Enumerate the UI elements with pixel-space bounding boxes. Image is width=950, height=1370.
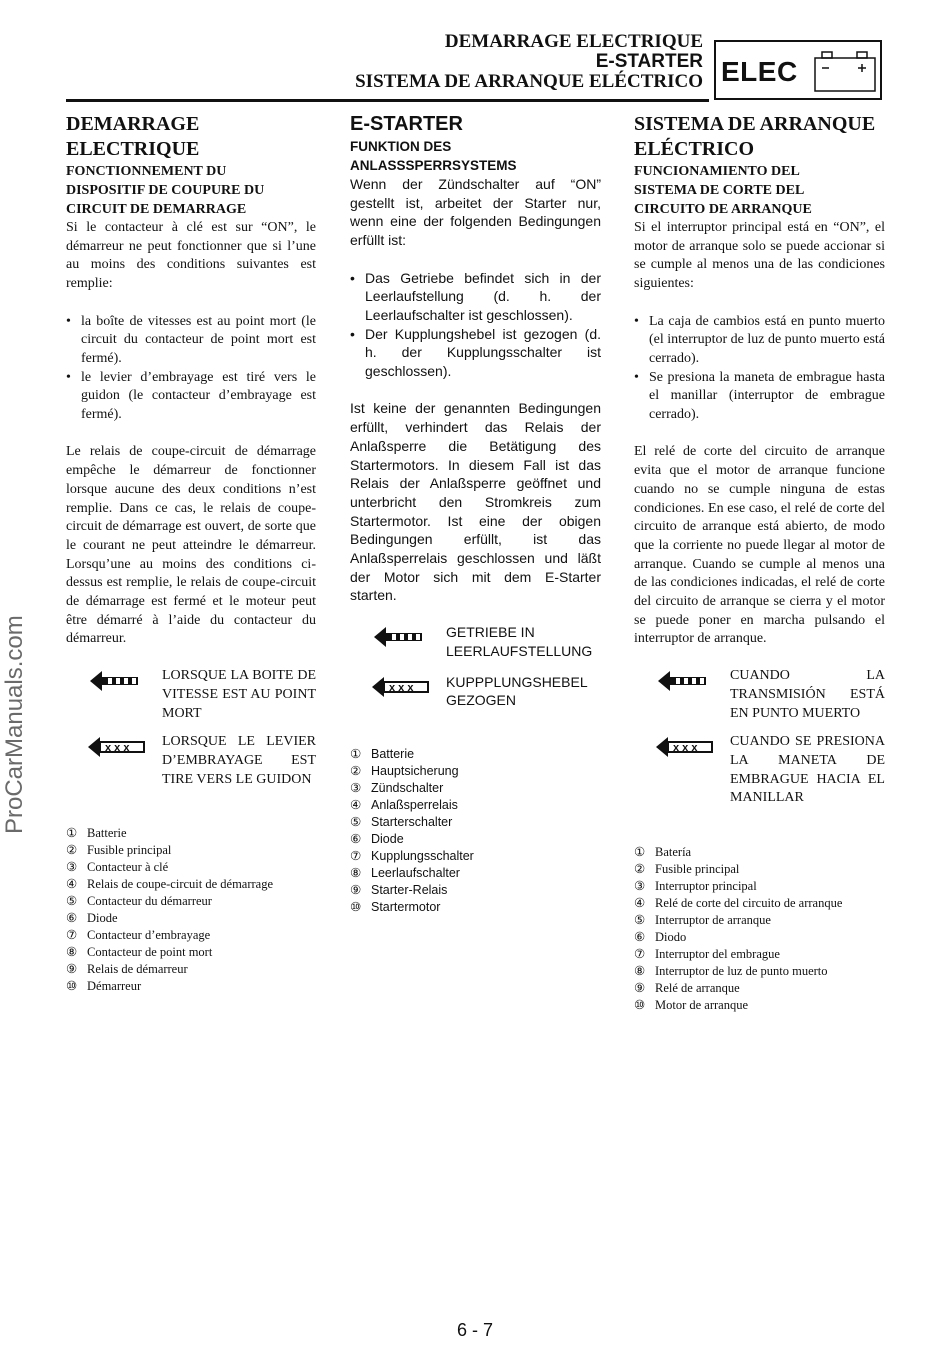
column-spanish bbox=[634, 112, 885, 1014]
part-label: Starter-Relais bbox=[371, 882, 448, 897]
section-title: E-STARTER bbox=[350, 113, 463, 135]
part-label: Relais de coupe-circuit de démarrage bbox=[87, 877, 274, 892]
legend-label: CUANDO LA TRANSMISIÓN ESTÁ EN PUNTO MUERTO bbox=[730, 668, 885, 721]
part-label: Starterschalter bbox=[371, 814, 453, 829]
clutch-arrow-icon bbox=[372, 673, 438, 701]
condition-list bbox=[350, 269, 601, 381]
part-label: Interruptor del embrague bbox=[655, 947, 780, 962]
part-label: Relais de démarreur bbox=[87, 962, 188, 977]
part-number: ④ bbox=[350, 797, 362, 812]
part-number: ⑦ bbox=[66, 928, 78, 943]
legend-neutral bbox=[372, 623, 601, 660]
subtitle-line: SISTEMA DE CORTE DEL bbox=[634, 183, 805, 198]
list-item: • le levier d’embrayage est tiré vers le guidon (le contacteur d’embrayage est fermé). bbox=[66, 369, 316, 425]
subtitle-line: FUNCIONAMIENTO DEL bbox=[634, 164, 800, 179]
subtitle-line: ANLASSSPERRSYSTEMS bbox=[350, 158, 517, 173]
subsection-title bbox=[350, 137, 601, 175]
list-item: • La caja de cambios está en punto muerto (el interruptor de luz de punto muerto está cerrado). bbox=[634, 313, 885, 369]
subtitle-line: DISPOSITIF DE COUPURE DU bbox=[66, 183, 265, 198]
subsection-title bbox=[66, 162, 316, 219]
part-number: ⑥ bbox=[634, 930, 646, 945]
intro-paragraph: Si le contacteur à clé est sur “ON”, le démarreur ne peut fonctionner que si l’une au moins des conditions suivantes est remplie: bbox=[66, 220, 316, 292]
parts-list bbox=[350, 746, 601, 916]
intro-paragraph: Si el interruptor principal está en “ON”, el motor de arranque solo se puede accionar si se cumple al menos una de las condiciones siguientes: bbox=[634, 220, 885, 292]
legend-label: GETRIEBE IN LEERLAUFSTELLUNG bbox=[446, 624, 593, 659]
list-item bbox=[634, 929, 885, 946]
parts-list bbox=[66, 825, 316, 995]
header-title-es: SISTEMA DE ARRANQUE ELÉCTRICO bbox=[355, 71, 703, 92]
part-number: ① bbox=[66, 826, 78, 841]
part-label: Contacteur du démarreur bbox=[87, 894, 212, 909]
list-item bbox=[350, 814, 601, 831]
intro-paragraph: Wenn der Zündschalter auf “ON” gestellt ist, arbeitet der Starter nur, wenn eine der folgenden Bedingungen erfüllt ist: bbox=[350, 176, 601, 249]
neutral-arrow-icon bbox=[372, 623, 438, 651]
part-number: ① bbox=[350, 746, 362, 761]
list-item bbox=[634, 980, 885, 997]
part-number: ⑤ bbox=[66, 894, 78, 909]
part-number: ① bbox=[634, 845, 646, 860]
part-number: ③ bbox=[350, 780, 362, 795]
list-item bbox=[66, 910, 316, 927]
part-number: ⑧ bbox=[350, 865, 362, 880]
list-item bbox=[350, 882, 601, 899]
part-number: ⑩ bbox=[350, 899, 362, 914]
subtitle-line: FUNKTION DES bbox=[350, 139, 452, 154]
part-label: Contacteur de point mort bbox=[87, 945, 213, 960]
part-label: Fusible principal bbox=[87, 843, 172, 858]
part-label: Diode bbox=[371, 831, 404, 846]
body-paragraph: Le relais de coupe-circuit de démarrage empêche le démarreur de fonctionner lorsque aucune des deux conditions n’est remplie. Dans ce cas, le relais de coupe-circuit de démarrage est ouvert, de sorte que le courant ne peut atteindre le démarreur. Lorsqu’une au moins des conditions ci-dessus est remplie, le relais de coupe-circuit de démarrage est fermé et le moteur peut être démarré à l’aide du contacteur du démarreur. bbox=[66, 444, 316, 647]
neutral-arrow-icon bbox=[88, 667, 154, 695]
battery-icon bbox=[814, 50, 876, 92]
part-label: Interruptor principal bbox=[655, 879, 757, 894]
list-item bbox=[634, 878, 885, 895]
clutch-arrow-icon bbox=[656, 733, 722, 761]
part-number: ② bbox=[350, 763, 362, 778]
subsection-title bbox=[634, 162, 885, 219]
neutral-arrow-icon bbox=[656, 667, 722, 695]
list-item bbox=[66, 944, 316, 961]
part-number: ④ bbox=[66, 877, 78, 892]
list-item bbox=[634, 963, 885, 980]
section-badge bbox=[714, 40, 882, 100]
part-label: Interruptor de arranque bbox=[655, 913, 771, 928]
watermark-text: ProCarManuals.com bbox=[1, 615, 28, 834]
svg-text:x x x: x x x bbox=[105, 742, 130, 755]
part-number: ⑩ bbox=[66, 979, 78, 994]
list-item: • Der Kupplungshebel ist gezogen (d. h. der Kupplungsschalter ist geschlossen). bbox=[350, 325, 601, 381]
header-title-fr: DEMARRAGE ELECTRIQUE bbox=[444, 31, 703, 52]
list-item: • Se presiona la maneta de embrague hasta el manillar (interruptor de embrague cerrado). bbox=[634, 369, 885, 425]
section-title bbox=[66, 112, 316, 162]
section-title bbox=[634, 112, 885, 162]
legend-clutch bbox=[656, 733, 885, 808]
body-paragraph: El relé de corte del circuito de arranque evita que el motor de arranque funcione cuando no se cumple ninguna de estas condiciones. En ese caso, el relé de corte del circuito de arranque está abierto, de modo que la corriente no puede llegar al motor de arranque. Cuando se cumple al menos una de las condiciones indicadas, el relé de corte del circuito de arranque se cierra y el motor se puede poner en marcha pulsando el interruptor de arranque. bbox=[634, 444, 885, 647]
part-label: Contacteur à clé bbox=[87, 860, 169, 875]
legend-neutral bbox=[88, 667, 316, 723]
list-item bbox=[66, 961, 316, 978]
list-item: • Das Getriebe befindet sich in der Leerlaufstellung (d. h. der Leerlaufschalter ist geschlossen). bbox=[350, 269, 601, 325]
part-label: Motor de arranque bbox=[655, 998, 749, 1013]
legend-label: CUANDO SE PRESIONA LA MANETA DE EMBRAGUE HACIA EL MANILLAR bbox=[730, 734, 885, 806]
part-label: Batería bbox=[655, 845, 692, 860]
list-item bbox=[66, 978, 316, 995]
list-item bbox=[634, 895, 885, 912]
list-item bbox=[66, 859, 316, 876]
part-number: ⑦ bbox=[634, 947, 646, 962]
legend-neutral bbox=[656, 667, 885, 723]
part-label: Diodo bbox=[655, 930, 687, 945]
list-item bbox=[66, 876, 316, 893]
part-label: Kupplungsschalter bbox=[371, 848, 474, 863]
svg-text:x x x: x x x bbox=[673, 742, 698, 755]
legend-label: LORSQUE LA BOITE DE VITESSE EST AU POINT MORT bbox=[162, 668, 316, 721]
list-item bbox=[350, 848, 601, 865]
part-number: ④ bbox=[634, 896, 646, 911]
list-item bbox=[66, 825, 316, 842]
part-label: Démarreur bbox=[87, 979, 142, 994]
part-number: ⑨ bbox=[66, 962, 78, 977]
title-line: ELECTRIQUE bbox=[66, 138, 200, 160]
part-label: Contacteur d’embrayage bbox=[87, 928, 211, 943]
part-number: ⑤ bbox=[350, 814, 362, 829]
list-item bbox=[350, 899, 601, 916]
list-item bbox=[634, 946, 885, 963]
condition-list bbox=[634, 313, 885, 425]
part-label: Startermotor bbox=[371, 899, 441, 914]
page-number: 6 - 7 bbox=[456, 1320, 494, 1340]
part-number: ⑨ bbox=[634, 981, 646, 996]
list-item bbox=[634, 844, 885, 861]
part-number: ③ bbox=[66, 860, 78, 875]
part-label: Fusible principal bbox=[655, 862, 740, 877]
part-label: Relé de corte del circuito de arranque bbox=[655, 896, 843, 911]
parts-list bbox=[634, 844, 885, 1014]
list-item bbox=[66, 893, 316, 910]
legend-label: KUPPPLUNGSHEBEL GEZOGEN bbox=[446, 673, 588, 709]
condition-list bbox=[66, 313, 316, 425]
column-french bbox=[66, 112, 316, 995]
legend-label: LORSQUE LE LEVIER D’EMBRAYAGE EST TIRE VERS LE GUIDON bbox=[162, 734, 316, 787]
svg-text:x x x: x x x bbox=[389, 681, 414, 694]
watermark bbox=[0, 566, 28, 836]
subtitle-line: CIRCUITO DE ARRANQUE bbox=[634, 202, 812, 217]
part-number: ⑤ bbox=[634, 913, 646, 928]
part-label: Batterie bbox=[371, 746, 415, 761]
body-paragraph: Ist keine der genannten Bedingungen erfüllt, verhindert das Relais der Anlaßsperre die Betätigung des Startermotors. In diesem Fall ist das Relais der Anlaßsperre geöffnet und unterbricht den Stromkreis zum Startermotor. Ist eine der obigen Bedingungen erfüllt, ist das Anlaßsperrelais geschlossen und läßt der Motor sich mit dem E-Starter starten. bbox=[350, 400, 601, 604]
part-number: ② bbox=[66, 843, 78, 858]
list-item bbox=[350, 746, 601, 763]
list-item: • la boîte de vitesses est au point mort (le circuit du contacteur de point mort est fermé). bbox=[66, 313, 316, 369]
part-number: ⑧ bbox=[66, 945, 78, 960]
part-label: Zündschalter bbox=[371, 780, 444, 795]
part-number: ⑨ bbox=[350, 882, 362, 897]
title-line: SISTEMA DE ARRANQUE bbox=[634, 113, 876, 135]
part-number: ⑥ bbox=[350, 831, 362, 846]
header-rule bbox=[66, 99, 709, 102]
part-label: Leerlaufschalter bbox=[371, 865, 460, 880]
title-line: ELÉCTRICO bbox=[634, 138, 755, 160]
badge-label: ELEC bbox=[721, 56, 798, 87]
list-item bbox=[634, 861, 885, 878]
list-item bbox=[350, 865, 601, 882]
legend-clutch bbox=[88, 733, 316, 789]
part-label: Interruptor de luz de punto muerto bbox=[655, 964, 828, 979]
list-item bbox=[350, 763, 601, 780]
part-label: Anlaßsperrelais bbox=[371, 797, 458, 812]
list-item bbox=[634, 997, 885, 1014]
part-number: ⑦ bbox=[350, 848, 362, 863]
title-line: DEMARRAGE bbox=[66, 113, 200, 135]
part-label: Batterie bbox=[87, 826, 127, 841]
part-number: ③ bbox=[634, 879, 646, 894]
list-item bbox=[350, 831, 601, 848]
legend-clutch bbox=[372, 673, 601, 710]
part-number: ⑥ bbox=[66, 911, 78, 926]
subtitle-line: CIRCUIT DE DEMARRAGE bbox=[66, 202, 247, 217]
header-title-de: E-STARTER bbox=[595, 51, 703, 72]
part-label: Relé de arranque bbox=[655, 981, 740, 996]
part-label: Diode bbox=[87, 911, 118, 926]
list-item bbox=[634, 912, 885, 929]
subtitle-line: FONCTIONNEMENT DU bbox=[66, 164, 227, 179]
list-item bbox=[66, 842, 316, 859]
column-german bbox=[350, 112, 601, 916]
list-item bbox=[350, 797, 601, 814]
list-item bbox=[66, 927, 316, 944]
part-number: ⑧ bbox=[634, 964, 646, 979]
part-label: Hauptsicherung bbox=[371, 763, 459, 778]
part-number: ⑩ bbox=[634, 998, 646, 1013]
clutch-arrow-icon bbox=[88, 733, 154, 761]
part-number: ② bbox=[634, 862, 646, 877]
list-item bbox=[350, 780, 601, 797]
